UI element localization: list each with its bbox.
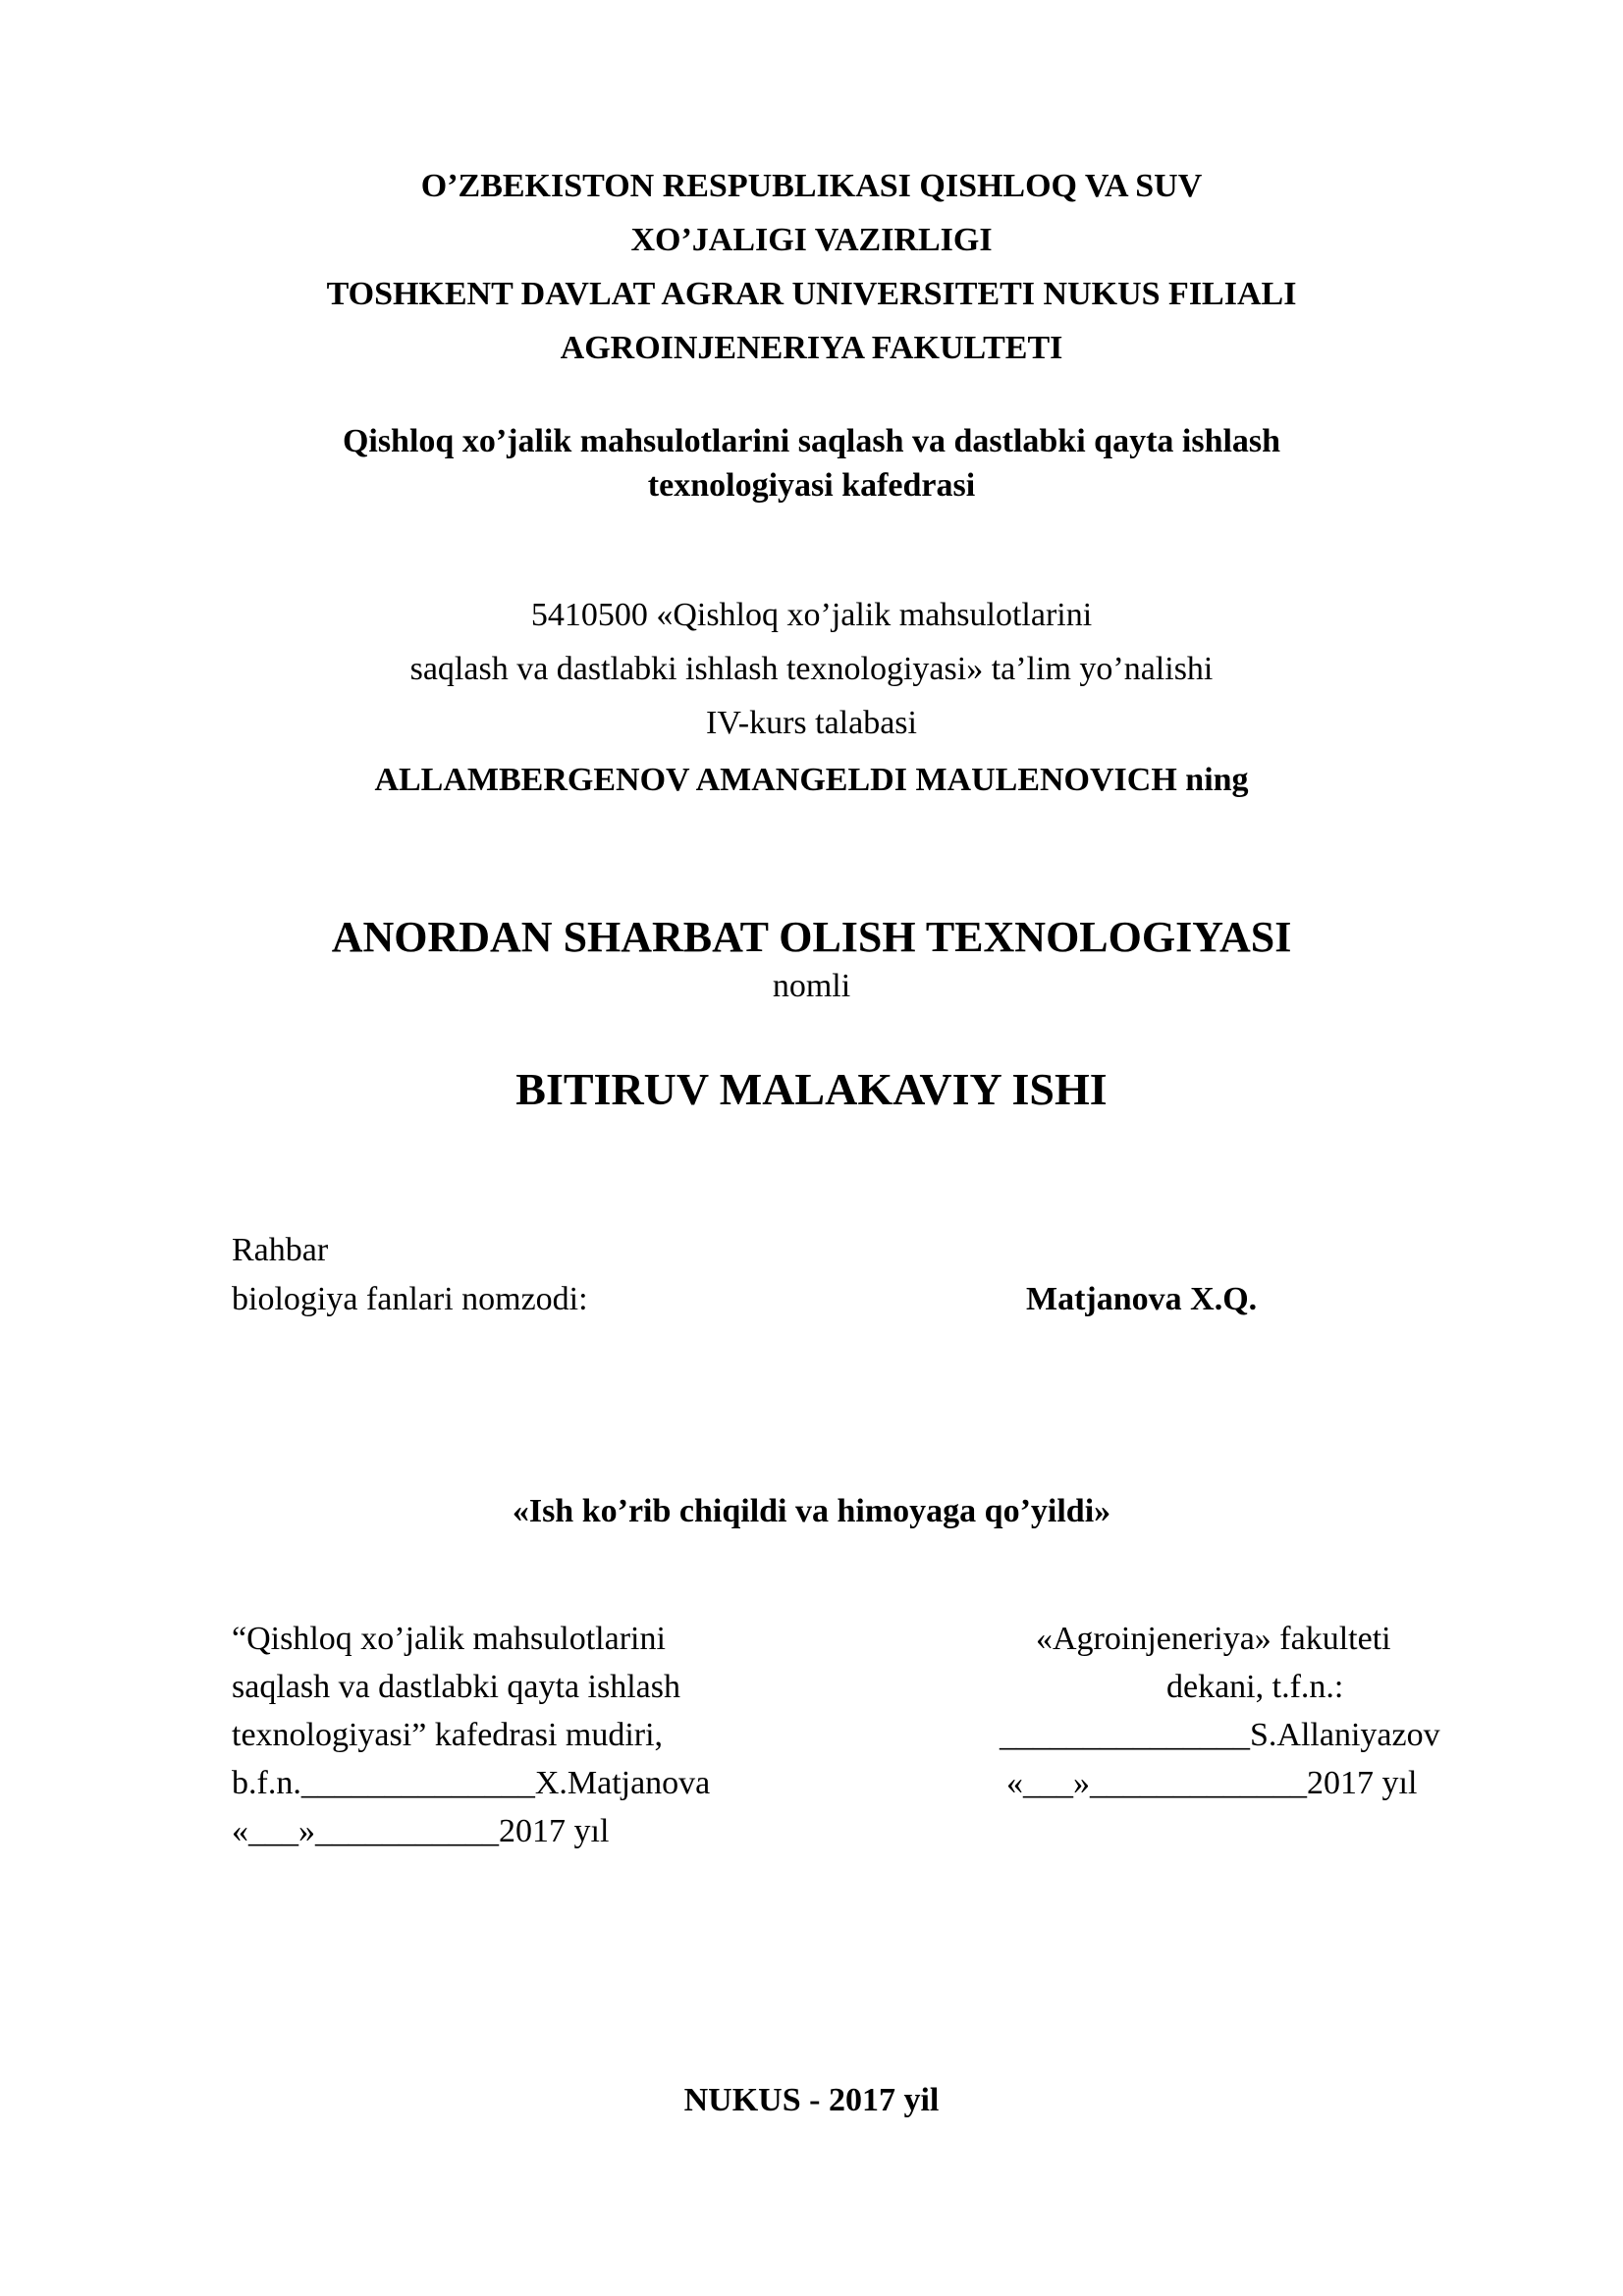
place-year: NUKUS - 2017 yil — [683, 2082, 940, 2118]
ministry-line-1: O’ZBEKISTON RESPUBLIKASI QISHLOQ VA SUV — [420, 168, 1203, 204]
faculty-name: AGROINJENERIYA FAKULTETI — [560, 330, 1063, 366]
dean-signature-line: _______________S.Allaniyazov — [1000, 1717, 1440, 1753]
department-line-1: Qishloq xo’jalik mahsulotlarini saqlash va dastlabki qayta ishlash — [342, 423, 1281, 459]
approval-statement: «Ish ko’rib chiqildi va himoyaga qo’yildi» — [512, 1493, 1111, 1529]
dean-line: «Agroinjeneriya» fakulteti — [1036, 1621, 1391, 1657]
supervisor-role: Rahbar — [232, 1232, 329, 1268]
course-year: IV-kurs talabasi — [706, 705, 917, 741]
department-head-date-line: «___»___________2017 yıl — [232, 1813, 610, 1849]
university-name: TOSHKENT DAVLAT AGRAR UNIVERSITETI NUKUS FILIALI — [326, 276, 1297, 312]
supervisor-name: Matjanova X.Q. — [1026, 1281, 1258, 1317]
dean-date-line: «___»_____________2017 yıl — [1006, 1765, 1418, 1801]
student-name: ALLAMBERGENOV AMANGELDI MAULENOVICH ning — [374, 762, 1249, 798]
thesis-type: BITIRUV MALAKAVIY ISHI — [515, 1064, 1108, 1114]
department-head-line: “Qishloq xo’jalik mahsulotlarini — [232, 1621, 666, 1657]
thesis-topic: ANORDAN SHARBAT OLISH TEXNOLOGIYASI — [331, 913, 1292, 961]
department-line-2: texnologiyasi kafedrasi — [647, 467, 976, 504]
department-head-signature-line: b.f.n.______________X.Matjanova — [232, 1765, 711, 1801]
department-head-line: texnologiyasi” kafedrasi mudiri, — [232, 1717, 664, 1753]
supervisor-degree: biologiya fanlari nomzodi: — [232, 1281, 588, 1317]
thesis-named: nomli — [772, 968, 851, 1004]
ministry-line-2: XO’JALIGI VAZIRLIGI — [630, 222, 993, 258]
program-line-2: saqlash va dastlabki ishlash texnologiyasi» ta’lim yo’nalishi — [409, 651, 1214, 687]
dean-line: dekani, t.f.n.: — [1166, 1669, 1344, 1705]
department-head-line: saqlash va dastlabki qayta ishlash — [232, 1669, 681, 1705]
program-line-1: 5410500 «Qishloq xo’jalik mahsulotlarini — [530, 597, 1093, 633]
